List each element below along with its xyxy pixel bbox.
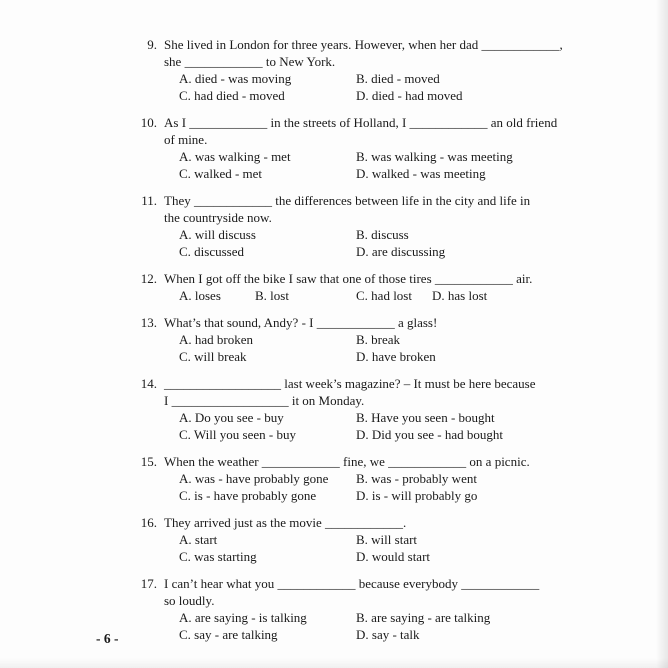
question-text-line: she ____________ to New York.: [164, 54, 336, 69]
question-number: 14.: [140, 376, 157, 391]
question: [136, 114, 563, 182]
options: [164, 70, 563, 104]
question-number: 13.: [140, 315, 157, 330]
question-text-line: When I got off the bike I saw that one of those tires ____________ air.: [164, 271, 533, 286]
options: [164, 470, 530, 504]
scan-edge-bottom: [0, 658, 668, 668]
question-number: 15.: [140, 454, 157, 469]
answer-option: B. was - probably went: [356, 471, 477, 486]
question-list: [136, 36, 563, 653]
answer-option: C. will break: [179, 349, 247, 364]
question-text-line: of mine.: [164, 132, 208, 147]
question-text-line: What’s that sound, Andy? - I ____________ a glass!: [164, 315, 438, 330]
answer-option: A. loses: [179, 288, 221, 303]
question-number: 17.: [140, 576, 157, 591]
answer-option: A. was walking - met: [179, 149, 291, 164]
question: [136, 575, 563, 643]
question-text-line: I can’t hear what you ____________ because everybody ____________: [164, 576, 540, 591]
answer-option: A. will discuss: [179, 227, 256, 242]
answer-option: A. start: [179, 532, 218, 547]
answer-option: A. are saying - is talking: [179, 610, 307, 625]
scan-edge-right: [656, 0, 668, 668]
question-text: [164, 375, 535, 409]
options: [164, 409, 535, 443]
answer-option: C. discussed: [179, 244, 244, 259]
question-text-line: the countryside now.: [164, 210, 272, 225]
answer-option: B. will start: [356, 532, 418, 547]
answer-option: B. was walking - was meeting: [356, 149, 513, 164]
question: [136, 314, 563, 365]
answer-option: D. say - talk: [356, 627, 420, 642]
question-text: [164, 36, 563, 70]
answer-option: D. have broken: [356, 349, 436, 364]
answer-option: C. is - have probably gone: [179, 488, 317, 503]
options: [164, 148, 557, 182]
question-text: [164, 270, 532, 287]
question-text: [164, 453, 530, 470]
answer-option: A. died - was moving: [179, 71, 292, 86]
question-body: [164, 114, 557, 182]
question-text-line: __________________ last week’s magazine? – It must be here because: [164, 376, 536, 391]
options: [164, 287, 532, 304]
question-number: 9.: [147, 37, 157, 52]
question-text-line: As I ____________ in the streets of Holland, I ____________ an old friend: [164, 115, 558, 130]
answer-option: A. had broken: [179, 332, 254, 347]
question-text-line: When the weather ____________ fine, we ____________ on a picnic.: [164, 454, 530, 469]
question-text: [164, 514, 430, 531]
question-number: 11.: [141, 193, 157, 208]
options: [164, 531, 430, 565]
answer-option: C. say - are talking: [179, 627, 278, 642]
answer-option: D. walked - was meeting: [356, 166, 486, 181]
question-body: [164, 375, 535, 443]
answer-option: D. Did you see - had bought: [356, 427, 503, 442]
answer-option: B. died - moved: [356, 71, 440, 86]
answer-option: B. break: [356, 332, 401, 347]
answer-option: B. Have you seen - bought: [356, 410, 495, 425]
question-number: 12.: [140, 271, 157, 286]
question-number: 16.: [140, 515, 157, 530]
question-body: [164, 575, 539, 643]
answer-option: D. died - had moved: [356, 88, 463, 103]
question-body: [164, 192, 530, 260]
options: [164, 226, 530, 260]
options: [164, 331, 437, 365]
question-body: [164, 36, 563, 104]
answer-option: C. walked - met: [179, 166, 263, 181]
answer-option: B. lost: [255, 288, 289, 303]
question-text: [164, 314, 437, 331]
question-number: 10.: [140, 115, 157, 130]
options: [164, 609, 539, 643]
answer-option: C. had died - moved: [179, 88, 285, 103]
question: [136, 36, 563, 104]
question-text-line: She lived in London for three years. However, when her dad ____________,: [164, 37, 563, 52]
question-text-line: They ____________ the differences between life in the city and life in: [164, 193, 531, 208]
question-text: [164, 192, 530, 226]
question: [136, 453, 563, 504]
answer-option: A. was - have probably gone: [179, 471, 329, 486]
question-text-line: I __________________ it on Monday.: [164, 393, 365, 408]
question-body: [164, 314, 437, 365]
answer-option: A. Do you see - buy: [179, 410, 284, 425]
answer-option: B. discuss: [356, 227, 409, 242]
question-text: [164, 114, 557, 148]
question: [136, 192, 563, 260]
answer-option: B. are saying - are talking: [356, 610, 491, 625]
question: [136, 270, 563, 304]
question-text-line: They arrived just as the movie ____________.: [164, 515, 407, 530]
question: [136, 375, 563, 443]
answer-option: D. would start: [356, 549, 431, 564]
question-body: [164, 270, 532, 304]
answer-option: D. has lost: [432, 288, 488, 303]
question-body: [164, 514, 430, 565]
answer-option: C. was starting: [179, 549, 257, 564]
answer-option: D. are discussing: [356, 244, 446, 259]
question-text: [164, 575, 539, 609]
answer-option: C. had lost: [356, 288, 412, 303]
answer-option: D. is - will probably go: [356, 488, 478, 503]
page-number: - 6 -: [96, 631, 119, 646]
answer-option: C. Will you seen - buy: [179, 427, 296, 442]
question-text-line: so loudly.: [164, 593, 215, 608]
question: [136, 514, 563, 565]
question-body: [164, 453, 530, 504]
